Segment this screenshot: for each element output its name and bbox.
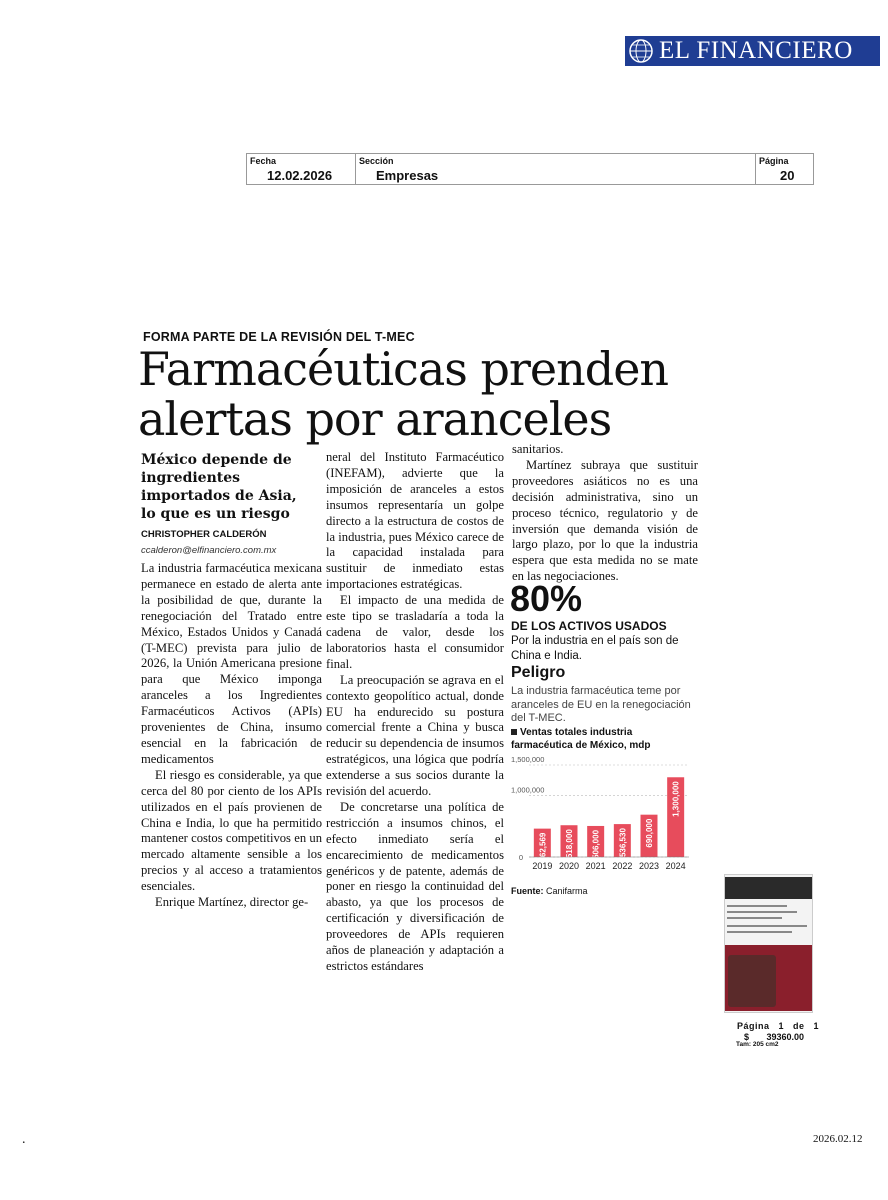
headline xyxy=(138,344,718,444)
article-column-1 xyxy=(141,561,322,911)
clipping-meta-box xyxy=(246,153,814,185)
thumbnail-line xyxy=(727,917,782,919)
bar-value-label: 462,569 xyxy=(538,832,548,862)
paragraph: El riesgo es considerable, ya que cerca del 80 por ciento de los APIs utilizados en el país provienen de China e India, lo que ha permitido mantener costos competitivos en un mercado altamente sensible a los precios y al acceso a tratamientos esenciales. xyxy=(141,767,322,894)
paragraph: sanitarios. xyxy=(512,442,564,456)
paragraph: Enrique Martínez, director ge- xyxy=(155,895,309,910)
x-tick-label: 2019 xyxy=(532,861,553,871)
chart-source xyxy=(511,886,588,896)
footer-date: 2026.02.12 xyxy=(813,1133,863,1145)
bar-value-label: 518,000 xyxy=(565,829,574,859)
fecha-label: Fecha xyxy=(250,156,277,166)
globe-icon xyxy=(627,37,655,65)
footer-dot: . xyxy=(22,1132,26,1147)
fecha-cell xyxy=(247,154,356,184)
article-column-3 xyxy=(512,442,698,585)
fecha-value: 12.02.2026 xyxy=(267,168,333,183)
x-tick-label: 2020 xyxy=(558,861,580,871)
bar-value-label: 1,300,000 xyxy=(671,781,681,817)
pagina-count: Página 1 de 1 xyxy=(737,1021,820,1031)
logo-text: EL FINANCIERO xyxy=(659,37,853,64)
bar-value-label: 506,000 xyxy=(591,829,601,859)
legend-square-icon xyxy=(511,729,517,735)
x-tick-label: 2024 xyxy=(665,861,686,871)
byline: CHRISTOPHER CALDERÓN xyxy=(141,529,267,540)
pagina-cell xyxy=(756,154,813,184)
percentage-text: Por la industria en el país son de China e India. xyxy=(511,635,679,662)
seccion-label: Sección xyxy=(359,156,394,166)
thumbnail-line xyxy=(727,911,797,913)
chart-legend xyxy=(511,727,696,752)
author-email: ccalderon@elfinanciero.com.mx xyxy=(141,545,277,556)
bar-value-label: 536,530 xyxy=(618,828,628,858)
paragraph: De concretarse una política de restricción a insumos chinos, el efecto inmediato sería el encarecimiento de medicamentos genéricos y de patente, además de poner en riesgo la continuidad del abasto, ya que los procesos de certificación y diversificación de proveedores de APIs requieren años de planeación y adaptación a estrictos estándares xyxy=(326,799,504,973)
price: $ 39360.00 xyxy=(744,1032,805,1042)
x-tick-label: 2021 xyxy=(585,861,606,871)
paragraph: El impacto de una medida de este tipo se trasladaría a toda la cadena de valor, desde los laboratorios hasta el consumidor final. xyxy=(326,593,504,671)
thumbnail-line xyxy=(727,905,787,907)
source-value: Canifarma xyxy=(546,886,588,896)
pagina-label: Página xyxy=(759,156,789,166)
source-label: Fuente: xyxy=(511,886,544,896)
chart-title: Ventas totales industria farmacéutica de México, mdp xyxy=(511,727,651,751)
thumbnail-line xyxy=(727,925,807,927)
subhead: México depende de ingredientes importados de Asia, lo que es un riesgo xyxy=(141,452,297,522)
bar-value-label: 690,000 xyxy=(645,818,654,848)
peligro-title: Peligro xyxy=(511,664,566,681)
peligro-text: La industria farmacéutica teme por aranceles de EU en la renegociación del T-MEC. xyxy=(511,685,691,724)
sales-bar-chart xyxy=(505,755,695,880)
headline-line-2: alertas por aranceles xyxy=(138,392,612,446)
percentage-label: DE LOS ACTIVOS USADOS xyxy=(511,619,667,633)
big-percentage: 80% xyxy=(510,578,583,619)
x-tick-label: 2022 xyxy=(612,861,633,871)
size: Tam: 205 cm2 xyxy=(736,1041,779,1048)
article-column-2 xyxy=(326,450,504,975)
y-tick-label: 1,500,000 xyxy=(511,755,545,764)
paragraph: La preocupación se agrava en el contexto geopolítico actual, donde EU ha endurecido su postura comercial frente a China y busca reducir su dependencia de insumos estratégicos, una lógica que podría extenderse a sus socios durante la revisión del acuerdo. xyxy=(326,672,504,799)
y-tick-label: 0 xyxy=(518,853,523,862)
y-tick-label: 1,000,000 xyxy=(511,785,545,795)
pagina-value: 20 xyxy=(780,168,795,183)
headline-line-1: Farmacéuticas prenden xyxy=(138,342,669,396)
paragraph: Martínez subraya que sustituir proveedores asiáticos no es una decisión administrativa, sino un proceso técnico, regulatorio y de inversión que demanda visión de largo plazo, por lo que la industria espera que esta medida no se mate en las negociaciones. xyxy=(512,457,698,584)
seccion-value: Empresas xyxy=(376,168,439,183)
x-tick-label: 2023 xyxy=(638,861,660,871)
thumbnail-header-block xyxy=(725,877,812,899)
kicker: FORMA PARTE DE LA REVISIÓN DEL T-MEC xyxy=(143,330,415,344)
el-financiero-logo xyxy=(625,36,880,66)
paragraph: neral del Instituto Farmacéutico (INEFAM), advierte que la imposición de aranceles a estos insumos representaría un golpe directo a la estructura de costos de la industria, pues México carece de la capacidad instalada para sustituir de inmediato estas importaciones estratégicas. xyxy=(326,450,504,592)
page-thumbnail xyxy=(724,874,813,1013)
thumbnail-line xyxy=(727,931,792,933)
thumbnail-photo xyxy=(728,955,776,1007)
seccion-cell xyxy=(356,154,756,184)
paragraph: La industria farmacéutica mexicana permanece en estado de alerta ante la posibilidad de que, durante la renegociación del Tratado entre México, Estados Unidos y Canadá (T-MEC) prevista para julio de 2026, la Unión Americana presione para que México imponga aranceles a los Ingredientes Farmacéuticos Activos (APIs) provenientes de China, insumo esencial en la fabricación de medicamentos xyxy=(141,561,322,766)
